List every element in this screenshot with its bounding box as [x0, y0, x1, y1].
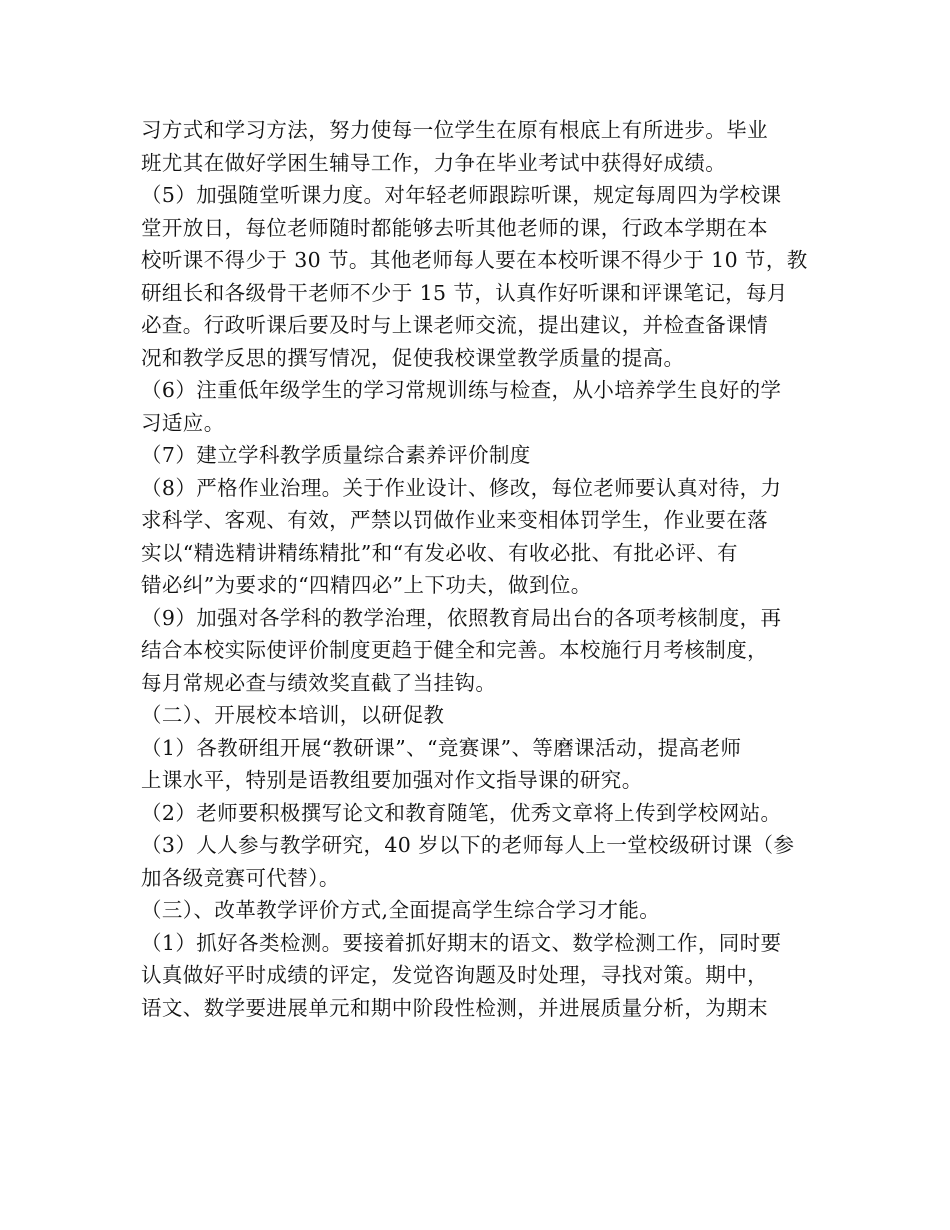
text-line: 习适应。: [141, 410, 225, 435]
text-line: （2）老师要积极撰写论文和教育随笔，优秀文章将上传到学校网站。: [141, 800, 782, 825]
text-line: 错必纠”为要求的“四精四必”上下功夫，做到位。: [141, 573, 592, 597]
text-line: 班尤其在做好学困生辅导工作，力争在毕业考试中获得好成绩。: [141, 150, 727, 175]
text-line: （7）建立学科教学质量综合素养评价制度: [141, 443, 531, 467]
text-line: 校听课不得少于 30 节。其他老师每人要在本校听课不得少于 10 节，教: [141, 248, 808, 272]
text-line: 语文、数学要进展单元和期中阶段性检测，并进展质量分析，为期末: [141, 995, 768, 1020]
text-line: 研组长和各级骨干老师不少于 15 节，认真作好听课和评课笔记，每月: [141, 280, 788, 305]
text-line: 堂开放日，每位老师随时都能够去听其他老师的课，行政本学期在本: [141, 215, 768, 240]
document-body: [141, 114, 811, 1024]
text-line: （1）抓好各类检测。要接着抓好期末的语文、数学检测工作，同时要: [141, 930, 782, 955]
text-line: （5）加强随堂听课力度。对年轻老师跟踪听课，规定每周四为学校课: [141, 183, 782, 207]
text-line: 实以“精选精讲精练精批”和“有发必收、有收必批、有批必评、有: [141, 540, 738, 565]
text-line: 习方式和学习方法，努力使每一位学生在原有根底上有所进步。毕业: [141, 118, 768, 142]
section-heading: （二）、开展校本培训，以研促教: [141, 703, 445, 727]
text-line: 况和教学反思的撰写情况，促使我校课堂教学质量的提高。: [141, 345, 685, 370]
text-line: 加各级竞赛可代替）。: [141, 865, 340, 890]
text-line: 上课水平，特别是语教组要加强对作文指导课的研究。: [141, 768, 643, 792]
text-line: 每月常规必查与绩效奖直截了当挂钩。: [141, 670, 497, 695]
text-line: （3）人人参与教学研究，40 岁以下的老师每人上一堂校级研讨课（参: [141, 833, 795, 857]
text-line: （6）注重低年级学生的学习常规训练与检查，从小培养学生良好的学: [141, 378, 782, 402]
text-line: （9）加强对各学科的教学治理，依照教育局出台的各项考核制度，再: [141, 605, 782, 630]
text-line: 认真做好平时成绩的评定，发觉咨询题及时处理，寻找对策。期中，: [141, 963, 768, 987]
text-line: 结合本校实际使评价制度更趋于健全和完善。本校施行月考核制度，: [141, 638, 768, 662]
text-line: 必查。行政听课后要及时与上课老师交流，提出建议，并检查备课情: [141, 313, 768, 337]
text-line: （8）严格作业治理。关于作业设计、修改，每位老师要认真对待，力: [141, 475, 782, 500]
text-line: （1）各教研组开展“教研课”、“竞赛课”、等磨课活动，提高老师: [141, 735, 742, 760]
section-heading: （三）、改革教学评价方式,全面提高学生综合学习才能。: [141, 898, 661, 922]
text-line: 求科学、客观、有效，严禁以罚做作业来变相体罚学生，作业要在落: [141, 508, 768, 532]
